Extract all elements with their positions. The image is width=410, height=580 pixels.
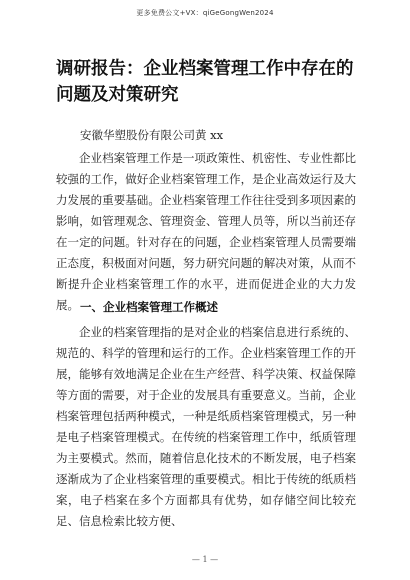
- author-line: 安徽华塑股份有限公司黄 xx: [80, 128, 224, 142]
- intro-paragraph: 企业档案管理工作是一项政策性、机密性、专业性都比较强的工作，做好企业档案管理工作，是企业高效运行及大力发展的重要基础。企业档案管理工作往往受到多项因素的影响，如管理观念、管理资金、管理人员等，所以当前还存在一定的问题。针对存在的问题，企业档案管理人员需要端正态度，积极面对问题，努力研究问题的解决对策，从而不断提升企业档案管理工作的水平，进而促进企业的大力发展。: [56, 151, 356, 312]
- header-note: 更多免费公文+VX：qiGeGongWen2024: [136, 9, 274, 17]
- document-title: 调研报告：企业档案管理工作中存在的问题及对策研究: [56, 59, 354, 105]
- page-number: — 1 —: [191, 555, 219, 564]
- body-paragraph: 企业的档案管理指的是对企业的档案信息进行系统的、规范的、科学的管理和运行的工作。企业档案管理工作的开展，能够有效地满足企业在生产经营、科学决策、权益保障等方面的需要，对于企业的发展具有重要意义。当前，企业档案管理包括两种模式，一种是纸质档案管理模式，另一种是电子档案管理模式。在传统的档案管理工作中，纸质管理为主要模式。然而，随着信息化技术的不断发展，电子档案逐渐成为了企业档案管理的重要模式。相比于传统的纸质档案，电子档案在多个方面都具有优势，如存储空间比较充足、信息检索比较方便、: [56, 325, 356, 528]
- section-heading: 一、企业档案管理工作概述: [80, 300, 218, 314]
